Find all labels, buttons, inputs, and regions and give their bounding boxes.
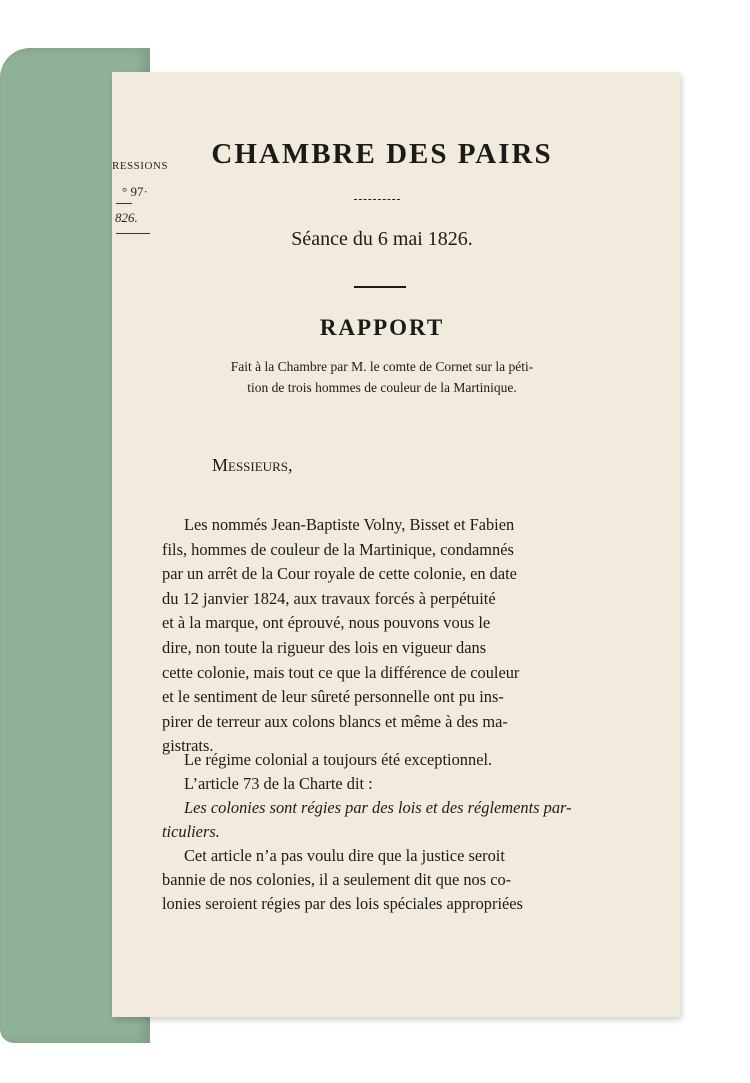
body-line: et à la marque, ont éprouvé, nous pouvons vous le <box>162 613 491 633</box>
margin-note-line2: ° 97· <box>122 184 148 199</box>
salutation: Messieurs, <box>212 455 293 475</box>
body-line: dire, non toute la rigueur des lois en vigueur dans <box>162 637 487 657</box>
body-line: lonies seroient régies par des lois spéciales appropriées <box>162 894 523 913</box>
body-line: et le sentiment de leur sûreté personnelle ont pu ins- <box>162 687 504 707</box>
body-line: pirer de terreur aux colons blancs et même à des ma- <box>162 711 508 731</box>
session-date: Séance du 6 mai 1826. <box>291 228 473 250</box>
regime-line: Le régime colonial a toujours été exceptionnel. <box>184 750 493 769</box>
page-title: CHAMBRE DES PAIRS <box>211 138 553 170</box>
margin-note-line1: RESSIONS <box>112 160 168 172</box>
body-line: bannie de nos colonies, il a seulement dit que nos co- <box>162 870 512 889</box>
body-line: Les nommés Jean-Baptiste Volny, Bisset et Fabien <box>184 515 515 534</box>
quote-line: Les colonies sont régies par des lois et des réglements par- <box>184 798 572 817</box>
body-line: cette colonie, mais tout ce que la différence de couleur <box>162 662 520 682</box>
body-line: Cet article n’a pas voulu dire que la justice seroit <box>184 846 505 865</box>
paragraph-charter <box>162 748 602 916</box>
article-line: L’article 73 de la Charte dit : <box>184 774 373 793</box>
report-subtitle <box>162 356 602 398</box>
margin-rule <box>116 203 132 204</box>
subtitle-line: Fait à la Chambre par M. le comte de Cornet sur la péti- <box>230 359 534 374</box>
body-line: fils, hommes de couleur de la Martinique, condamnés <box>162 539 514 559</box>
subtitle-line: tion de trois hommes de couleur de la Martinique. <box>247 380 517 395</box>
quote-line: ticuliers. <box>162 822 220 841</box>
body-line: du 12 janvier 1824, aux travaux forcés à perpétuité <box>162 588 496 608</box>
body-line: gistrats. <box>162 736 214 756</box>
margin-note-line3: 826. <box>115 210 138 225</box>
body-line: par un arrêt de la Cour royale de cette colonie, en date <box>162 564 517 584</box>
margin-rule-2 <box>116 233 150 234</box>
report-heading: RAPPORT <box>319 315 445 340</box>
paragraph-petition <box>162 513 602 759</box>
section-divider <box>354 286 406 288</box>
title-ornament <box>354 199 400 200</box>
